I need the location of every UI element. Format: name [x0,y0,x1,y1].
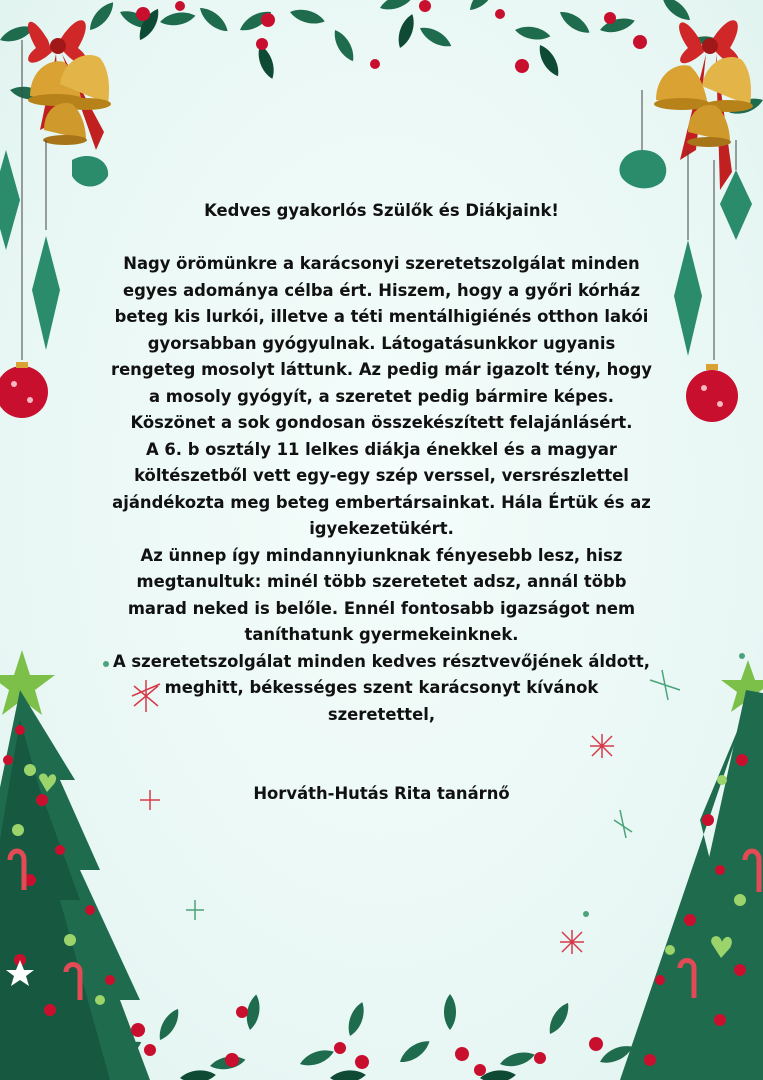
letter-line: taníthatunk gyermekeinknek. [244,625,519,644]
letter-line: szeretettel, [327,704,436,724]
letter-line: gyorsabban gyógyulnak. Látogatásunkkor ugyanis [147,333,616,353]
letter-body [90,198,673,808]
letter-line: A szeretetszolgálat minden kedves résztvevőjének áldott, [113,651,650,671]
letter-line: igyekezetükért. [309,519,454,538]
letter-line: rengeteg mosolyt láttunk. Az pedig már igazolt tény, hogy [110,360,652,379]
letter-line: marad neked is belőle. Ennél fontosabb igazságot nem [127,598,636,618]
letter-line: ajándékozta meg beteg embertársainkat. Hála Értük és az [112,492,651,512]
letter-line: megtanultuk: minél több szeretetet adsz, annál több [136,572,627,591]
top-garland [117,0,647,81]
letter-line: költészetből vett egy-egy szép verssel, versrészlettel [134,466,629,485]
letter-line: Nagy örömünkre a karácsonyi szeretetszolgálat minden [123,254,640,273]
letter-signature: Horváth-Hutás Rita tanárnő [253,784,510,803]
letter-line: Köszönet a sok gondosan összekészített felajánlásért. [130,413,633,432]
letter-line: beteg kis lurkói, illetve a téti mentálhigiénés otthon lakói [114,307,649,326]
bottom-garland [107,994,656,1080]
letter-line: Az ünnep így mindannyiunknak fényesebb lesz, hisz [140,545,623,565]
letter-greeting: Kedves gyakorlós Szülők és Diákjaink! [204,201,559,220]
letter-line: A 6. b osztály 11 lelkes diákja énekkel és a magyar [146,439,617,459]
letter-line: egyes adománya célba ért. Hiszem, hogy a győri kórház [122,280,641,300]
letter-line: a mosoly gyógyít, a szeretet pedig bármire képes. [148,386,614,406]
letter-line: meghitt, békességes szent karácsonyt kívánok [164,678,599,697]
